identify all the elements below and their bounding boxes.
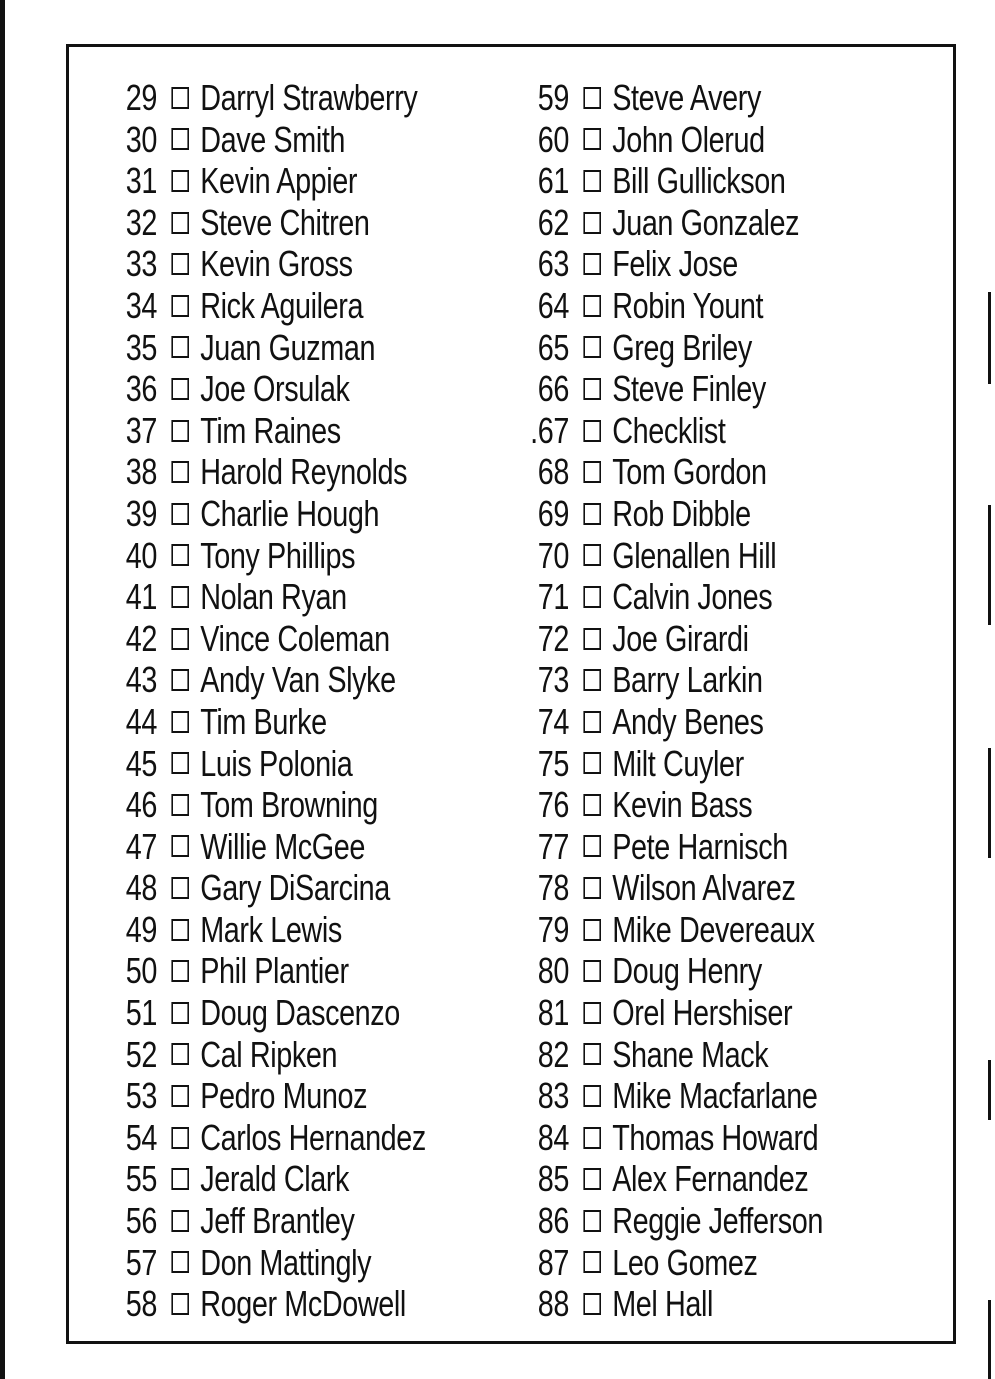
- checkbox[interactable]: [583, 1127, 601, 1149]
- player-name: Darryl Strawberry: [200, 77, 418, 118]
- card-number: 61: [537, 160, 569, 202]
- checkbox[interactable]: [583, 669, 601, 691]
- card-number: 40: [125, 534, 157, 576]
- player-name: Shane Mack: [612, 1033, 769, 1075]
- checklist-entry: [117, 77, 453, 119]
- player-name: Glenallen Hill: [612, 534, 777, 576]
- player-name: Phil Plantier: [200, 950, 349, 992]
- checkbox[interactable]: [171, 794, 189, 816]
- checklist-entry: [529, 909, 865, 951]
- player-name: Thomas Howard: [612, 1116, 819, 1158]
- card-number: 33: [125, 243, 157, 285]
- checklist-entry: [117, 410, 453, 452]
- checklist-entry: [117, 1075, 453, 1117]
- checklist-entry: [529, 202, 865, 244]
- checkbox[interactable]: [583, 877, 601, 899]
- player-name: John Olerud: [612, 118, 765, 160]
- checkbox[interactable]: [171, 295, 189, 317]
- card-number: 46: [125, 784, 157, 826]
- checklist-entry: [529, 160, 865, 202]
- card-number: 78: [537, 867, 569, 909]
- checklist-entry: [529, 1283, 865, 1325]
- checklist-entry: [117, 285, 453, 327]
- checkbox[interactable]: [583, 1168, 601, 1190]
- checkbox[interactable]: [583, 1293, 601, 1315]
- card-number: 37: [125, 409, 157, 451]
- checklist-entry: [117, 1200, 453, 1242]
- player-name: Joe Girardi: [612, 617, 749, 659]
- checkbox[interactable]: [171, 87, 189, 109]
- checklist-entry: [529, 77, 865, 119]
- player-name: Joe Orsulak: [200, 368, 350, 410]
- checklist-entry: [529, 1242, 865, 1284]
- player-name: Mark Lewis: [200, 908, 342, 950]
- player-name: Alex Fernandez: [612, 1158, 809, 1200]
- card-number: 55: [125, 1158, 157, 1200]
- checklist-entry: [117, 451, 453, 493]
- checkbox[interactable]: [171, 586, 189, 608]
- card-number: 56: [125, 1200, 157, 1242]
- checkbox[interactable]: [583, 378, 601, 400]
- player-name: Rob Dibble: [612, 492, 751, 534]
- player-name: Mike Devereaux: [612, 908, 815, 950]
- checklist-left-column: [117, 77, 537, 1325]
- checklist-entry: [529, 1200, 865, 1242]
- player-name: Andy Benes: [612, 700, 764, 742]
- checklist-entry: [117, 1242, 453, 1284]
- checkbox[interactable]: [171, 128, 189, 150]
- checkbox[interactable]: [171, 503, 189, 525]
- checkbox[interactable]: [171, 960, 189, 982]
- player-name: Juan Gonzalez: [612, 201, 800, 243]
- checkbox[interactable]: [583, 295, 601, 317]
- player-name: Robin Yount: [612, 284, 764, 326]
- checkbox[interactable]: [583, 711, 601, 733]
- checkbox[interactable]: [171, 170, 189, 192]
- card-number: 82: [537, 1033, 569, 1075]
- card-number: 77: [537, 825, 569, 867]
- checkbox[interactable]: [171, 919, 189, 941]
- checklist-entry: [117, 784, 453, 826]
- card-number: 71: [537, 576, 569, 618]
- checkbox[interactable]: [171, 1168, 189, 1190]
- card-number: 30: [125, 118, 157, 160]
- checklist-entry: [117, 576, 453, 618]
- scan-edge-mark: [988, 505, 991, 625]
- player-name: Pedro Munoz: [200, 1075, 368, 1117]
- player-name: Cal Ripken: [200, 1033, 338, 1075]
- checkbox[interactable]: [583, 461, 601, 483]
- player-name: Willie McGee: [200, 825, 366, 867]
- checkbox[interactable]: [583, 212, 601, 234]
- checklist-entry: [117, 327, 453, 369]
- checklist-entry: [529, 243, 865, 285]
- player-name: Gary DiSarcina: [200, 867, 390, 909]
- checkbox[interactable]: [171, 212, 189, 234]
- player-name: Tony Phillips: [200, 534, 356, 576]
- checklist-entry: [117, 160, 453, 202]
- player-name: Andy Van Slyke: [200, 659, 396, 701]
- page-left-edge: [0, 0, 5, 1379]
- checkbox[interactable]: [583, 128, 601, 150]
- checklist-entry: [117, 243, 453, 285]
- card-number: 76: [537, 784, 569, 826]
- player-name: Charlie Hough: [200, 492, 380, 534]
- card-number: 64: [537, 284, 569, 326]
- checkbox[interactable]: [583, 1043, 601, 1065]
- card-number: 41: [125, 576, 157, 618]
- checklist-entry: [117, 368, 453, 410]
- player-name: Steve Finley: [612, 368, 766, 410]
- card-number: 52: [125, 1033, 157, 1075]
- card-number: 47: [125, 825, 157, 867]
- card-number: 29: [125, 77, 157, 118]
- checklist-entry: [529, 368, 865, 410]
- checklist-entry: [529, 618, 865, 660]
- checklist-entry: [529, 410, 865, 452]
- card-number: 49: [125, 908, 157, 950]
- card-number: 51: [125, 992, 157, 1034]
- checklist-entry: [117, 659, 453, 701]
- player-name: Orel Hershiser: [612, 992, 793, 1034]
- card-number: 38: [125, 451, 157, 493]
- checklist-entry: [117, 743, 453, 785]
- card-number: 42: [125, 617, 157, 659]
- checklist-entry: [117, 992, 453, 1034]
- checkbox[interactable]: [171, 336, 189, 358]
- card-number: 32: [125, 201, 157, 243]
- checklist-entry: [117, 493, 453, 535]
- checkbox[interactable]: [171, 544, 189, 566]
- checklist-card: [66, 44, 956, 1344]
- card-number: 62: [537, 201, 569, 243]
- card-number: 88: [537, 1283, 569, 1325]
- checkbox[interactable]: [171, 711, 189, 733]
- checklist-entry: [529, 1158, 865, 1200]
- card-number: 68: [537, 451, 569, 493]
- card-number: 84: [537, 1116, 569, 1158]
- checklist-entry: [529, 327, 865, 369]
- player-name: Dave Smith: [200, 118, 346, 160]
- card-number: 31: [125, 160, 157, 202]
- checkbox[interactable]: [171, 752, 189, 774]
- checklist-entry: [529, 119, 865, 161]
- checklist-right-column: [529, 77, 949, 1325]
- scan-edge-mark: [988, 748, 991, 858]
- player-name: Don Mattingly: [200, 1241, 372, 1283]
- checklist-entry: [529, 1117, 865, 1159]
- player-name: Barry Larkin: [612, 659, 763, 701]
- checkbox[interactable]: [171, 378, 189, 400]
- checklist-entry: [117, 701, 453, 743]
- player-name: Kevin Appier: [200, 160, 358, 202]
- player-name: Reggie Jefferson: [612, 1200, 824, 1242]
- card-number: 69: [537, 492, 569, 534]
- card-number: 83: [537, 1075, 569, 1117]
- checklist-entry: [529, 451, 865, 493]
- checklist-entry: [117, 119, 453, 161]
- checkbox[interactable]: [583, 960, 601, 982]
- player-name: Tim Burke: [200, 700, 327, 742]
- card-number: 45: [125, 742, 157, 784]
- checkbox[interactable]: [583, 336, 601, 358]
- checklist-entry: [117, 1283, 453, 1325]
- player-name: Mike Macfarlane: [612, 1075, 818, 1117]
- card-number: 53: [125, 1075, 157, 1117]
- checkbox[interactable]: [583, 87, 601, 109]
- checklist-entry: [529, 1075, 865, 1117]
- checkbox[interactable]: [171, 1043, 189, 1065]
- checklist-entry: [529, 867, 865, 909]
- player-name: Leo Gomez: [612, 1241, 758, 1283]
- checkbox[interactable]: [583, 752, 601, 774]
- card-number: 48: [125, 867, 157, 909]
- checkbox[interactable]: [583, 628, 601, 650]
- card-number: 39: [125, 492, 157, 534]
- scan-edge-mark: [988, 1300, 991, 1379]
- checkbox[interactable]: [171, 1085, 189, 1107]
- card-number: 75: [537, 742, 569, 784]
- player-name: Luis Polonia: [200, 742, 353, 784]
- checkbox[interactable]: [583, 835, 601, 857]
- checkbox[interactable]: [583, 253, 601, 275]
- player-name: Mel Hall: [612, 1283, 714, 1325]
- checkbox[interactable]: [583, 919, 601, 941]
- card-number: 73: [537, 659, 569, 701]
- player-name: Milt Cuyler: [612, 742, 744, 784]
- card-number: 34: [125, 284, 157, 326]
- scan-edge-mark: [988, 292, 991, 384]
- checkbox[interactable]: [171, 835, 189, 857]
- card-number: 79: [537, 908, 569, 950]
- checklist-entry: [529, 659, 865, 701]
- player-name: Pete Harnisch: [612, 825, 788, 867]
- checkbox[interactable]: [171, 1127, 189, 1149]
- checklist-entry: [117, 909, 453, 951]
- checklist-entry: [529, 992, 865, 1034]
- checkbox[interactable]: [171, 1210, 189, 1232]
- player-name: Doug Dascenzo: [200, 992, 400, 1034]
- checkbox[interactable]: [583, 420, 601, 442]
- checkbox[interactable]: [583, 1251, 601, 1273]
- card-number: 59: [537, 77, 569, 118]
- checklist-entry: [529, 701, 865, 743]
- player-name: Steve Avery: [612, 77, 761, 118]
- player-name: Doug Henry: [612, 950, 762, 992]
- card-number: 58: [125, 1283, 157, 1325]
- checkbox[interactable]: [171, 1251, 189, 1273]
- checkbox[interactable]: [583, 503, 601, 525]
- checkbox[interactable]: [583, 1210, 601, 1232]
- card-number: 44: [125, 700, 157, 742]
- card-number: 70: [537, 534, 569, 576]
- player-name: Jerald Clark: [200, 1158, 350, 1200]
- checklist-entry: [529, 950, 865, 992]
- checkbox[interactable]: [583, 1002, 601, 1024]
- checkbox[interactable]: [583, 170, 601, 192]
- card-number: .67: [530, 409, 569, 451]
- checkbox[interactable]: [171, 253, 189, 275]
- card-number: 63: [537, 243, 569, 285]
- player-name: Roger McDowell: [200, 1283, 406, 1325]
- checkbox[interactable]: [583, 544, 601, 566]
- checkbox[interactable]: [171, 420, 189, 442]
- player-name: Nolan Ryan: [200, 576, 347, 618]
- player-name: Kevin Gross: [200, 243, 353, 285]
- checklist-entry: [117, 1117, 453, 1159]
- player-name: Rick Aguilera: [200, 284, 364, 326]
- checklist-entry: [529, 784, 865, 826]
- checkbox[interactable]: [583, 794, 601, 816]
- player-name: Tom Gordon: [612, 451, 767, 493]
- card-number: 66: [537, 368, 569, 410]
- player-name: Calvin Jones: [612, 576, 773, 618]
- player-name: Tom Browning: [200, 784, 378, 826]
- player-name: Harold Reynolds: [200, 451, 408, 493]
- card-number: 43: [125, 659, 157, 701]
- checkbox[interactable]: [171, 628, 189, 650]
- player-name: Felix Jose: [612, 243, 738, 285]
- checkbox[interactable]: [171, 1002, 189, 1024]
- player-name: Steve Chitren: [200, 201, 370, 243]
- checklist-entry: [529, 743, 865, 785]
- checklist-entry: [117, 618, 453, 660]
- card-number: 36: [125, 368, 157, 410]
- player-name: Juan Guzman: [200, 326, 376, 368]
- card-number: 57: [125, 1241, 157, 1283]
- player-name: Tim Raines: [200, 409, 341, 451]
- checkbox[interactable]: [171, 877, 189, 899]
- checkbox[interactable]: [171, 1293, 189, 1315]
- card-number: 60: [537, 118, 569, 160]
- card-number: 72: [537, 617, 569, 659]
- card-number: 50: [125, 950, 157, 992]
- checklist-entry: [529, 576, 865, 618]
- player-name: Kevin Bass: [612, 784, 753, 826]
- player-name: Jeff Brantley: [200, 1200, 355, 1242]
- player-name: Wilson Alvarez: [612, 867, 796, 909]
- checklist-entry: [117, 1158, 453, 1200]
- card-number: 65: [537, 326, 569, 368]
- checklist-entry: [529, 285, 865, 327]
- card-number: 85: [537, 1158, 569, 1200]
- checklist-entry: [117, 950, 453, 992]
- player-name: Vince Coleman: [200, 617, 390, 659]
- player-name: Greg Briley: [612, 326, 752, 368]
- checklist-entry: [529, 535, 865, 577]
- checkbox[interactable]: [171, 669, 189, 691]
- card-number: 87: [537, 1241, 569, 1283]
- card-number: 54: [125, 1116, 157, 1158]
- checklist-entry: [117, 867, 453, 909]
- player-name: Checklist: [612, 409, 726, 451]
- card-number: 86: [537, 1200, 569, 1242]
- checklist-entry: [117, 826, 453, 868]
- card-number: 80: [537, 950, 569, 992]
- checklist-entry: [117, 1034, 453, 1076]
- card-number: 74: [537, 700, 569, 742]
- checklist-entry: [529, 1034, 865, 1076]
- player-name: Carlos Hernandez: [200, 1116, 426, 1158]
- card-number: 81: [537, 992, 569, 1034]
- checkbox[interactable]: [583, 586, 601, 608]
- player-name: Bill Gullickson: [612, 160, 786, 202]
- checklist-entry: [117, 202, 453, 244]
- checkbox[interactable]: [171, 461, 189, 483]
- checklist-entry: [529, 826, 865, 868]
- checklist-entry: [529, 493, 865, 535]
- card-number: 35: [125, 326, 157, 368]
- checkbox[interactable]: [583, 1085, 601, 1107]
- scan-edge-mark: [988, 1060, 991, 1120]
- checklist-entry: [117, 535, 453, 577]
